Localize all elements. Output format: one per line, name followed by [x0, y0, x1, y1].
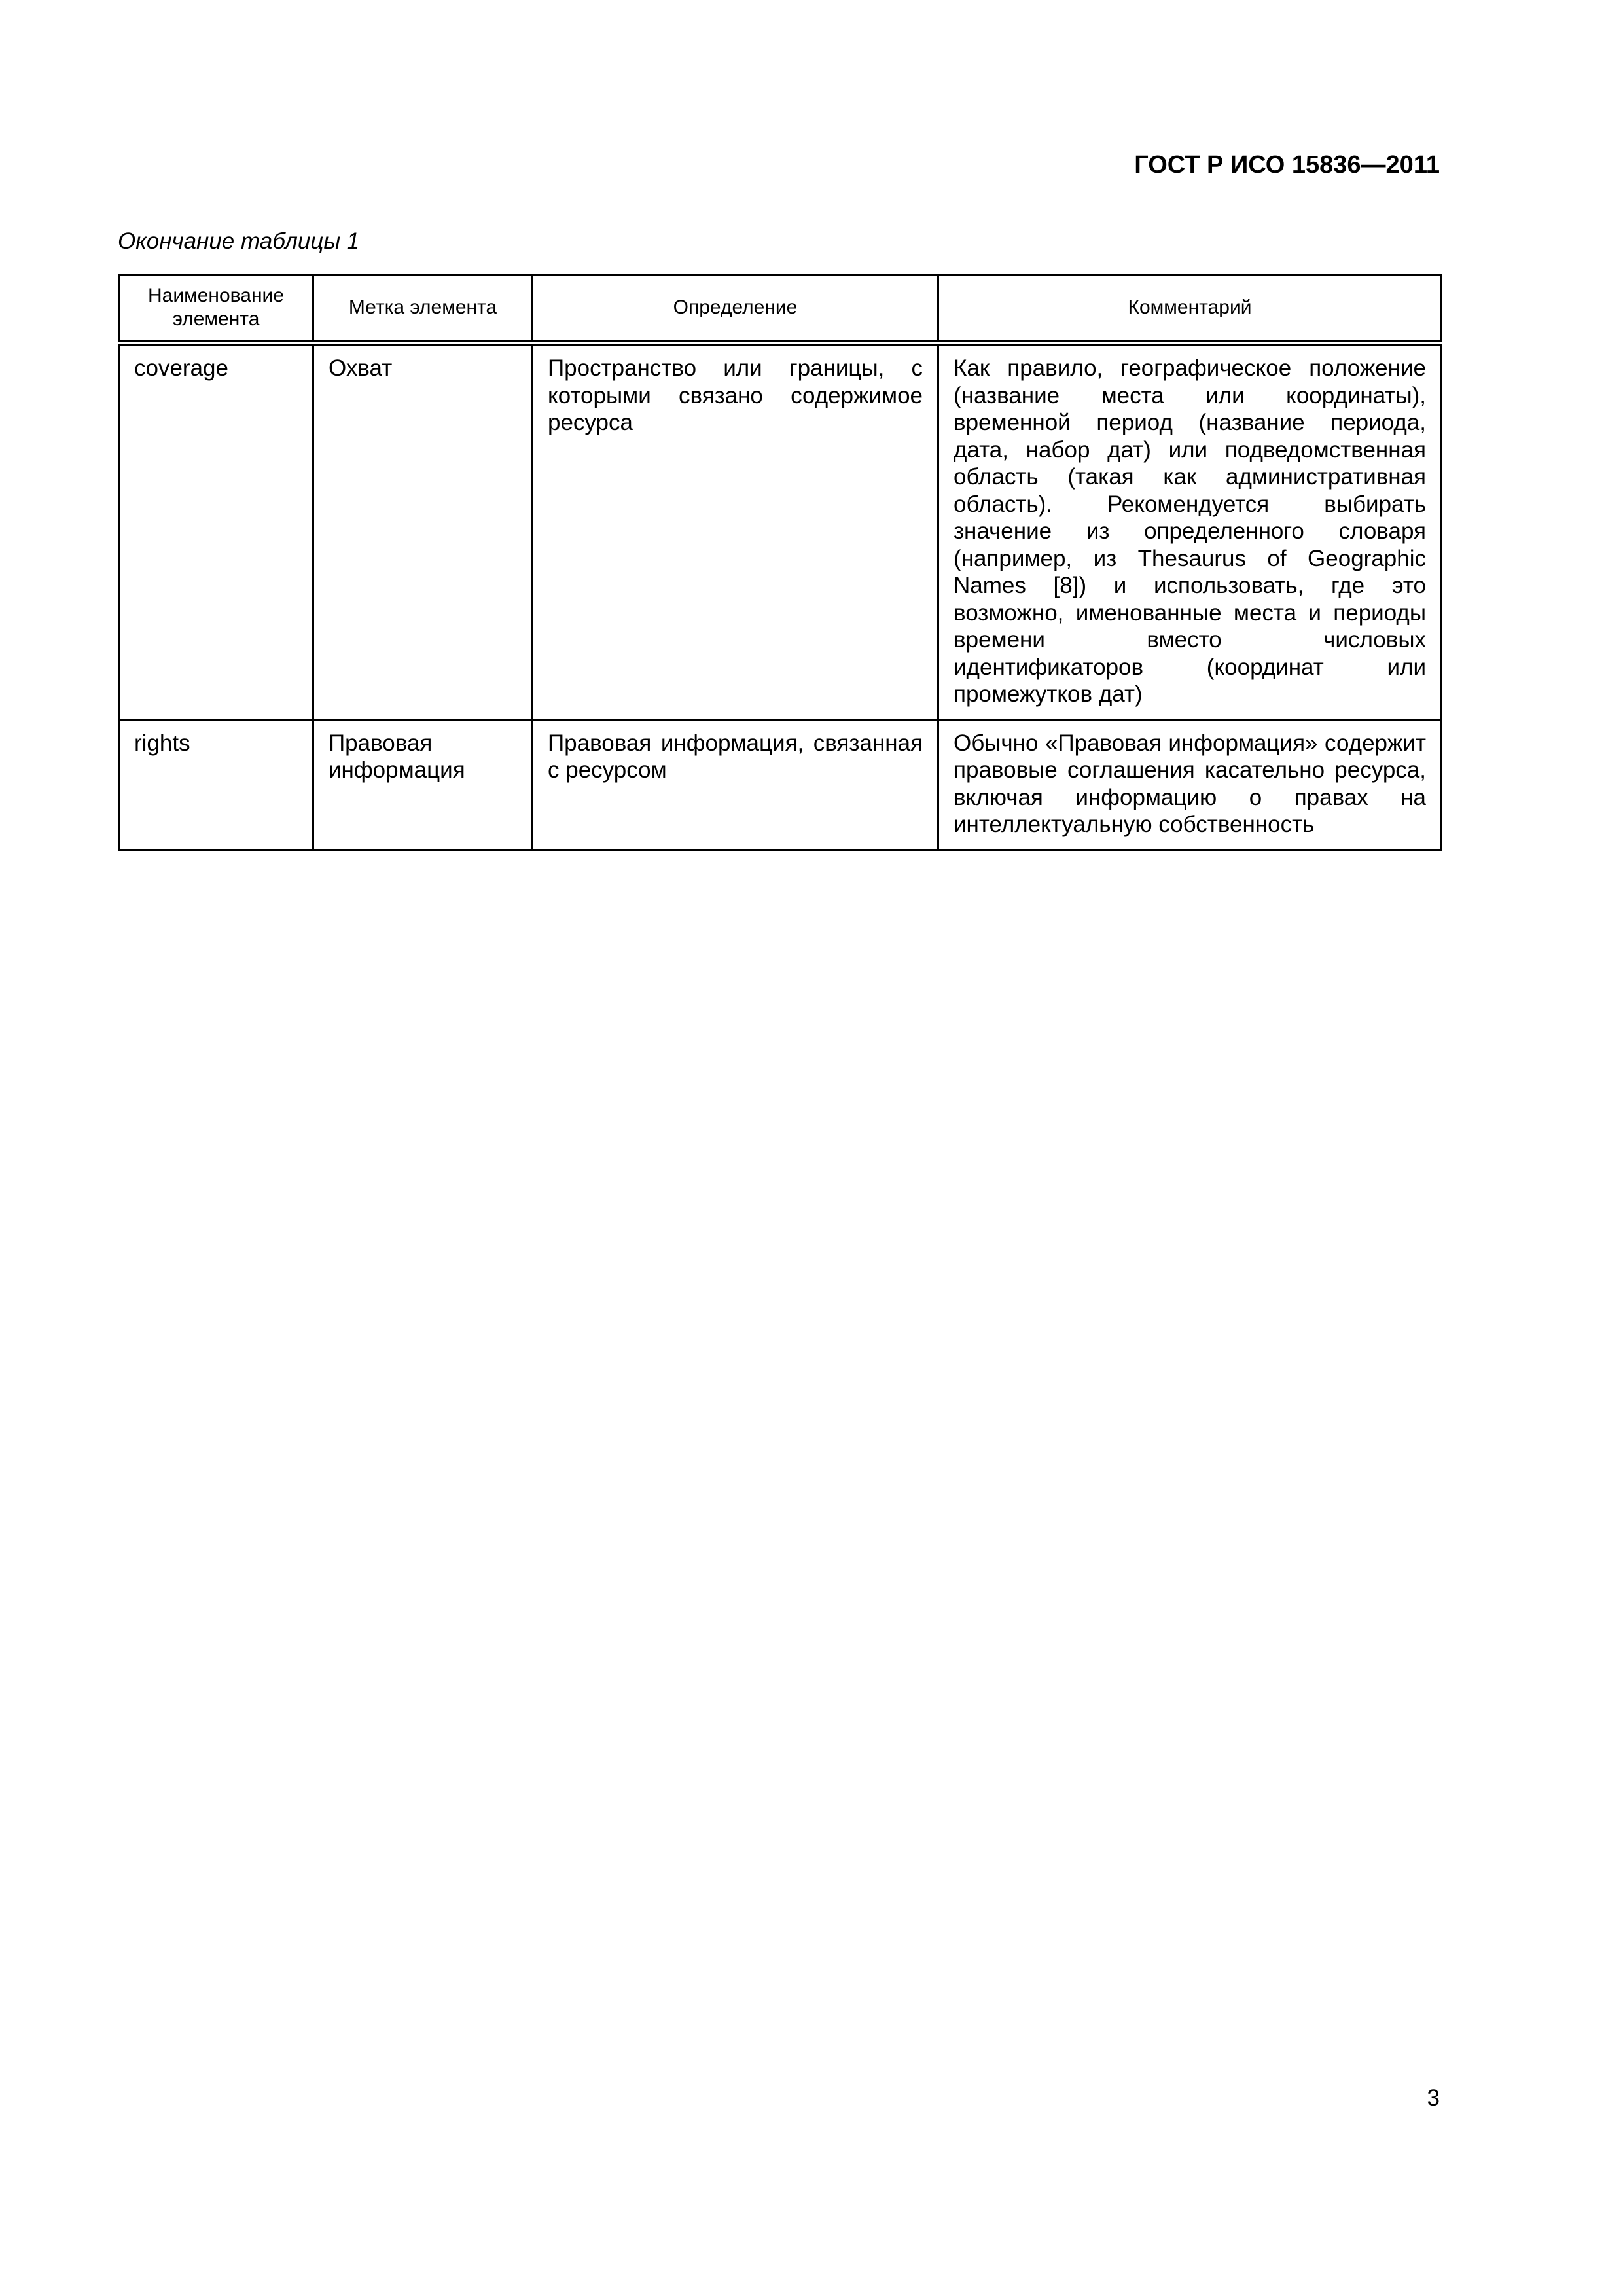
column-header-label: Метка элемента — [313, 275, 533, 343]
page-number: 3 — [1427, 2085, 1440, 2111]
document-standard-id: ГОСТ Р ИСО 15836—2011 — [1134, 151, 1440, 179]
table-header-row — [119, 275, 1442, 343]
table-row — [119, 343, 1442, 720]
column-header-name: Наименование элемента — [119, 275, 313, 343]
cell-element-label: Охват — [313, 343, 533, 720]
cell-definition: Правовая информация, связанная с ресурсом — [533, 719, 938, 850]
cell-comment: Обычно «Правовая информация» содержит правовые соглашения касательно ресурса, включая информацию о правах на интеллектуальную собственность — [938, 719, 1442, 850]
cell-element-label: Правовая информация — [313, 719, 533, 850]
column-header-definition: Определение — [533, 275, 938, 343]
cell-comment: Как правило, географическое положение (название места или координаты), временной период (название периода, дата, набор дат) или подведомственная область (такая как административная область). Рекомендуется выбирать значение из определенного словаря (например, из Thesaurus of Geographic Names [8]) и использовать, где это возможно, именованные места и периоды времени вместо числовых идентификаторов (координат или промежутков дат) — [938, 343, 1442, 720]
cell-element-name: rights — [119, 719, 313, 850]
column-header-comment: Комментарий — [938, 275, 1442, 343]
cell-definition: Пространство или границы, с которыми связано содержимое ресурса — [533, 343, 938, 720]
table-caption: Окончание таблицы 1 — [118, 228, 360, 254]
elements-table — [118, 274, 1442, 851]
cell-element-name: coverage — [119, 343, 313, 720]
table-row — [119, 719, 1442, 850]
